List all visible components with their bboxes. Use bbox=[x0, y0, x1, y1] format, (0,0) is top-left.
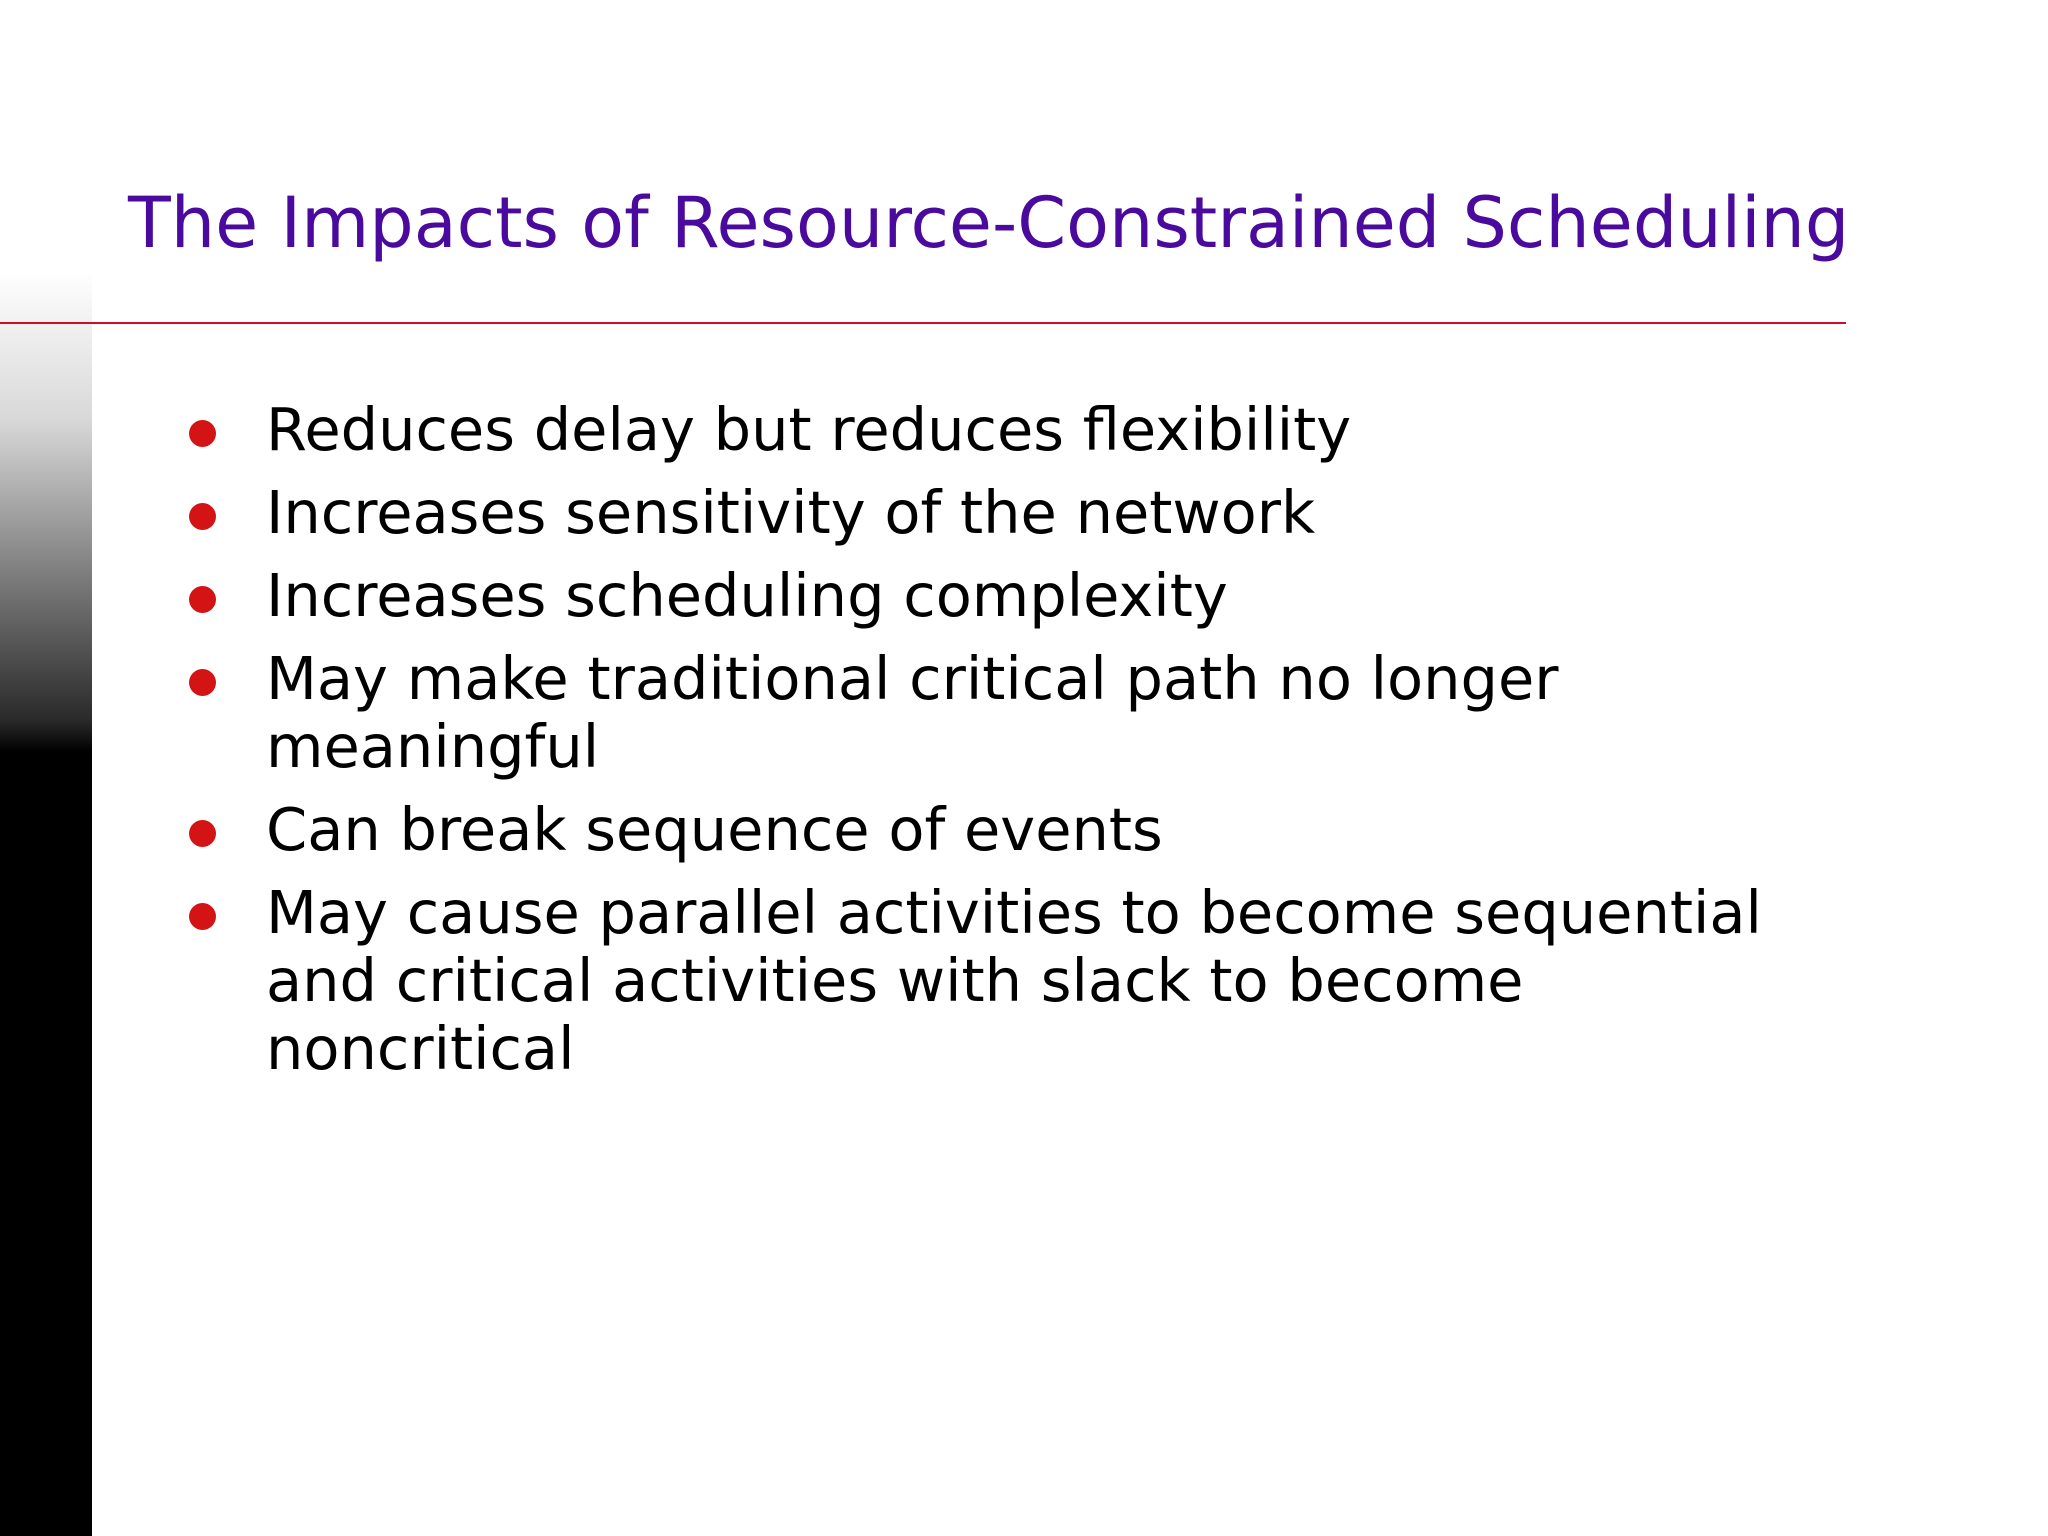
bullet-dot-icon bbox=[189, 669, 216, 696]
left-gradient-bar bbox=[0, 0, 92, 1536]
bullet-item bbox=[186, 645, 1846, 781]
bullet-item bbox=[186, 879, 1846, 1083]
bullet-item bbox=[186, 796, 1846, 864]
bullet-text: Reduces delay but reduces flexibility bbox=[266, 395, 1352, 464]
bullet-text: Increases sensitivity of the network bbox=[266, 478, 1316, 547]
bullet-dot-icon bbox=[189, 586, 216, 613]
bullet-item bbox=[186, 479, 1846, 547]
bullet-item bbox=[186, 562, 1846, 630]
title-divider bbox=[0, 322, 1846, 324]
bullet-dot-icon bbox=[189, 903, 216, 930]
bullet-text: May make traditional critical path no longer meaningful bbox=[266, 644, 1559, 781]
bullet-dot-icon bbox=[189, 503, 216, 530]
bullet-text: May cause parallel activities to become sequential and critical activities with slack to become noncritical bbox=[266, 878, 1762, 1083]
bullet-item bbox=[186, 396, 1846, 464]
bullet-text: Can break sequence of events bbox=[266, 795, 1163, 864]
bullet-text: Increases scheduling complexity bbox=[266, 561, 1228, 630]
bullet-dot-icon bbox=[189, 420, 216, 447]
bullet-dot-icon bbox=[189, 820, 216, 847]
slide-title: The Impacts of Resource-Constrained Scheduling bbox=[128, 182, 1850, 264]
bullet-list bbox=[186, 396, 1846, 1098]
